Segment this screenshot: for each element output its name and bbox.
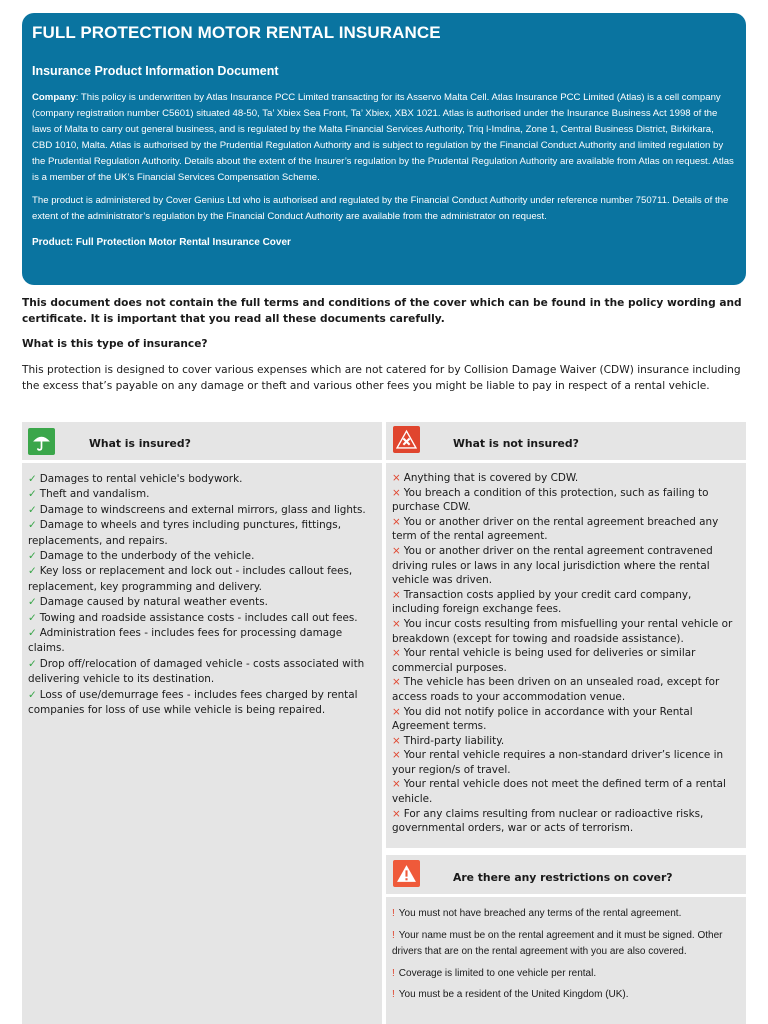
list-marker: ×: [392, 734, 401, 747]
not-insured-panel: [386, 422, 746, 848]
list-item: [392, 646, 738, 675]
list-marker: ✓: [28, 657, 37, 670]
list-item-text: You or another driver on the rental agreement contravened driving rules or laws in any local jurisdiction where the rental vehicle was driven.: [392, 544, 713, 587]
list-item-text: Your rental vehicle is being used for deliveries or similar commercial purposes.: [392, 647, 696, 674]
list-item: [28, 503, 368, 518]
list-item-text: Transaction costs applied by your credit card company, including foreign exchange fees.: [392, 588, 692, 616]
list-item-text: Damages to rental vehicle's bodywork.: [39, 473, 243, 485]
list-marker: !: [392, 989, 395, 1000]
list-item-text: You must be a resident of the United Kingdom (UK).: [398, 989, 629, 1000]
list-item: [392, 777, 738, 806]
list-item: [392, 705, 738, 734]
list-item-text: Damage to windscreens and external mirrors, glass and lights.: [39, 503, 366, 516]
list-item-text: Towing and roadside assistance costs - includes call out fees.: [39, 611, 358, 624]
list-marker: ×: [392, 472, 401, 484]
document-title: FULL PROTECTION MOTOR RENTAL INSURANCE: [32, 23, 441, 42]
list-item: [392, 928, 738, 961]
list-item: [392, 748, 738, 777]
not-insured-list: [392, 471, 738, 836]
divider: [386, 460, 746, 463]
company-label: Company: [32, 92, 76, 103]
list-marker: ✓: [28, 688, 37, 701]
list-marker: ✓: [28, 473, 37, 485]
list-marker: ✓: [28, 519, 37, 532]
list-marker: ×: [392, 486, 401, 499]
company-text: : This policy is underwritten by Atlas Insurance PCC Limited transacting for its Asservo Malta Cell. Atlas Insurance PCC Limited (Atlas) is a cell company (company registration number C5601) situated 48-50, Ta’ Xbiex Sea Front, Ta’ Xbiex, XBX 1021. Atlas is authorised under the Insurance Business Act 1998 of the laws of Malta to carry out general business, and is regulated by the Malta Financial Services Authority, Triq l-Imdina, Zone 1, Central Business District, Birkirkara, CBD 1010, Malta. Atlas is authorised by the Prudential Regulation Authority and is subject to regulation by the Financial Conduct Authority and limited regulation by the Prudential Regulation Authority. Details about the extent of the Insurer’s regulation by the Prudental Regulation Authority are available from Atlas on request. Atlas is a member of the UK’s Financial Services Compensation Scheme.: [32, 92, 734, 183]
list-item-text: You must not have breached any terms of the rental agreement.: [398, 908, 682, 919]
list-item-text: Coverage is limited to one vehicle per rental.: [398, 967, 597, 979]
list-item: [28, 688, 368, 719]
not-insured-title: What is not insured?: [453, 437, 579, 450]
restrictions-title: Are there any restrictions on cover?: [453, 871, 673, 884]
list-item: [28, 487, 368, 502]
list-marker: ✓: [28, 503, 37, 516]
list-item-text: You did not notify police in accordance with your Rental Agreement terms.: [392, 705, 693, 733]
list-item-text: You or another driver on the rental agreement breached any term of the rental agreement.: [392, 515, 719, 543]
insured-list: [28, 472, 368, 719]
list-item: [392, 734, 738, 749]
notice-text: This document does not contain the full terms and conditions of the cover which can be found in the policy wording and certificate. It is important that you read all these documents carefully.: [22, 297, 742, 325]
divider: [22, 460, 382, 463]
list-item: [392, 966, 738, 983]
list-item-text: For any claims resulting from nuclear or radioactive risks, governmental orders, war or acts of terrorism.: [392, 807, 704, 835]
list-item: [392, 471, 738, 486]
list-item: [28, 657, 368, 688]
list-marker: ×: [392, 676, 401, 689]
type-answer: This protection is designed to cover various expenses which are not catered for by Collision Damage Waiver (CDW) insurance including the excess that’s payable on any damage or theft and various other fees you might be liable to pay in respect of a rental vehicle.: [22, 364, 741, 392]
list-item-text: Anything that is covered by CDW.: [403, 472, 579, 484]
list-item-text: Drop off/relocation of damaged vehicle - costs associated with delivering vehicle to its destination.: [28, 657, 365, 686]
list-item: [28, 564, 368, 595]
list-item-text: Administration fees - includes fees for processing damage claims.: [28, 627, 343, 655]
list-item-text: Damage to the underbody of the vehicle.: [39, 550, 255, 563]
list-marker: ×: [392, 705, 401, 718]
list-marker: ✓: [28, 565, 37, 578]
list-item-text: Your rental vehicle requires a non-standard driver’s licence in your region/s of travel.: [392, 749, 724, 776]
list-marker: ✓: [28, 550, 37, 563]
product-line: Product: Full Protection Motor Rental Insurance Cover: [32, 237, 291, 248]
list-item-text: Damage to wheels and tyres including punctures, fittings, replacements, and repairs.: [28, 519, 341, 547]
list-marker: ×: [392, 617, 401, 630]
restrictions-panel: [386, 855, 746, 1024]
list-marker: ✓: [28, 627, 37, 640]
list-marker: !: [392, 908, 395, 919]
divider: [386, 894, 746, 897]
list-marker: ×: [392, 544, 401, 557]
insured-panel: [22, 422, 382, 1024]
list-marker: ✓: [28, 611, 37, 624]
administrator-paragraph: The product is administered by Cover Genius Ltd who is authorised and regulated by the Financial Conduct Authority under reference number 750711. Details of the extent of the administrator’s regulation by the Financial Conduct Authority are available from the administrator on request.: [32, 195, 729, 222]
list-item: [28, 472, 368, 487]
list-marker: ✓: [28, 596, 37, 609]
type-question: What is this type of insurance?: [22, 338, 208, 350]
list-marker: !: [392, 967, 395, 979]
list-item: [28, 611, 368, 626]
list-marker: ✓: [28, 488, 37, 501]
restrictions-list: [392, 906, 738, 1009]
list-item-text: Your name must be on the rental agreement and it must be signed. Other drivers that are on the rental agreement with you are also covered.: [392, 929, 723, 957]
warning-triangle-icon: [393, 860, 420, 887]
list-marker: ×: [392, 807, 401, 820]
document-subtitle: Insurance Product Information Document: [32, 64, 279, 78]
list-item: [392, 906, 738, 923]
list-marker: !: [392, 929, 395, 941]
list-item: [28, 595, 368, 610]
list-marker: ×: [392, 749, 401, 762]
list-marker: ×: [392, 778, 401, 791]
list-item: [392, 486, 738, 515]
list-item-text: You incur costs resulting from misfuelling your rental vehicle or breakdown (except for towing and roadside assistance).: [392, 617, 733, 645]
list-marker: ×: [392, 647, 401, 660]
list-item-text: You breach a condition of this protection, such as failing to purchase CDW.: [392, 486, 709, 514]
list-item: [392, 617, 738, 646]
list-item-text: Theft and vandalism.: [39, 488, 150, 501]
list-item: [392, 588, 738, 617]
list-item: [392, 544, 738, 588]
list-item: [28, 549, 368, 564]
list-marker: ×: [392, 588, 401, 601]
umbrella-icon: [28, 428, 55, 455]
list-item-text: Third-party liability.: [403, 734, 505, 747]
list-item-text: Your rental vehicle does not meet the defined term of a rental vehicle.: [392, 778, 726, 806]
list-marker: ×: [392, 515, 401, 528]
list-item-text: Key loss or replacement and lock out - includes callout fees, replacement, key programming and delivery.: [28, 565, 353, 593]
list-item-text: Damage caused by natural weather events.: [39, 596, 268, 609]
list-item: [28, 518, 368, 549]
list-item: [392, 987, 738, 1004]
list-item-text: Loss of use/demurrage fees - includes fees charged by rental companies for loss of use while vehicle is being repaired.: [28, 688, 358, 717]
header-banner: [22, 13, 746, 285]
insured-title: What is insured?: [89, 437, 191, 450]
company-paragraph: [32, 90, 736, 186]
list-item: [392, 807, 738, 836]
list-item-text: The vehicle has been driven on an unsealed road, except for access roads to your accommodation venue.: [392, 676, 720, 703]
list-item: [392, 675, 738, 704]
x-warning-icon: [393, 426, 420, 453]
list-item: [392, 515, 738, 544]
list-item: [28, 626, 368, 657]
